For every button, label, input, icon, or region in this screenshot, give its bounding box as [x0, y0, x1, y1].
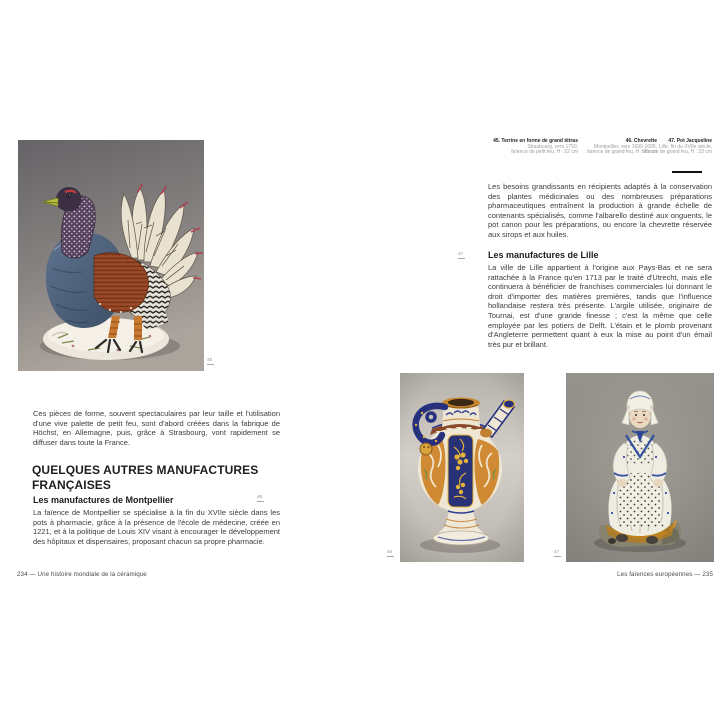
- caption-45-title: 45. Terrine en forme de grand tétras: [493, 138, 578, 144]
- chevrette-photo: [400, 373, 524, 562]
- right-page-footer: Les faïences européennes — 235: [617, 571, 713, 578]
- terrine-grand-tetras-photo: [18, 140, 204, 371]
- right-intro-paragraph: Les besoins grandissants en récipients adaptés à la conservation des plantes médicinales ou des nombreuses préparations pharmaceutiques entraînent la production à grande échelle de contenants spécialisés, comme l'albarello destiné aux onguents, le pot canon pour les préparations, ou encore la chevrette réservée aux sirops et aux huiles.: [488, 182, 712, 239]
- caption-divider-rule: [672, 171, 702, 173]
- pot-jacqueline-illustration: [566, 373, 714, 562]
- montpellier-paragraph: La faïence de Montpellier se spécialise à la fin du XVIIe siècle dans les pots à pharmacie, grâce à la présence de l'école de médecine, créée en 1221, et à la politique de Louis XIV visant à encourager le développement des hôpitaux et dispensaires, proposant chacun sa propre pharmacie.: [33, 508, 280, 546]
- lille-paragraph: La ville de Lille appartient à l'origine aux Pays-Bas et ne sera rattachée à la France qu'en 1713 par le traité d'Utrecht, mais elle continuera à bénéficier de franchises commerciales lui donnant le droit d'importer des matières premières, tandis que l'influence hollandaise restera très présente. L'argile utilisée, originaire de Tournai, est d'une grande finesse ; c'est la même que celle employée par les potiers de Delft. L'étain et le plomb provenant d'Angleterre permettent quant à eux la mise au point d'un émail très pur et brillant.: [488, 263, 712, 349]
- subsection-heading-montpellier: Les manufactures de Montpellier: [33, 495, 174, 505]
- figure-marker-47-number: 47: [554, 549, 560, 554]
- left-page-footer: 234 — Une histoire mondiale de la céramique: [17, 571, 147, 578]
- margin-marker-46-number: 46: [257, 494, 263, 499]
- terrine-grand-tetras-illustration: [18, 140, 204, 371]
- section-heading-autres-manufactures: QUELQUES AUTRES MANUFACTURES FRANÇAISES: [32, 463, 259, 492]
- figure-marker-rule: [207, 364, 214, 365]
- caption-47-line2: faïence de grand feu, H : 33 cm: [641, 149, 712, 156]
- pot-jacqueline-photo: [566, 373, 714, 562]
- caption-47-pot-jacqueline: [566, 139, 712, 156]
- figure-marker-rule: [257, 501, 264, 502]
- figure-marker-45-number: 45: [207, 357, 213, 362]
- chevrette-illustration: [400, 373, 524, 562]
- margin-marker-46: [257, 494, 264, 502]
- caption-45-line1: Strasbourg, vers 1750,: [527, 143, 578, 150]
- margin-marker-47-number: 47: [458, 251, 464, 256]
- margin-marker-47: [458, 251, 465, 259]
- figure-marker-45: [207, 357, 214, 365]
- caption-46-title: 46. Chevrette: [625, 138, 657, 144]
- caption-45-line2: faïence de petit feu, H : 52 cm: [511, 149, 578, 156]
- figure-marker-rule: [458, 258, 465, 259]
- caption-47-line1: Lille, fin du XVIIe siècle,: [658, 143, 712, 150]
- figure-marker-rule: [554, 556, 561, 557]
- page-right: [364, 0, 728, 728]
- caption-46-line1: Montpellier, vers 1690-1695,: [593, 143, 657, 150]
- figure-marker-46-number: 46: [387, 549, 393, 554]
- caption-47-title: 47. Pot Jacqueline: [668, 138, 712, 144]
- figure-marker-46: [387, 549, 394, 557]
- figure-marker-rule: [387, 556, 394, 557]
- figure-marker-47: [554, 549, 561, 557]
- subsection-heading-lille: Les manufactures de Lille: [488, 250, 599, 260]
- caption-46-line2: faïence de grand feu, H : 26 cm: [586, 149, 657, 156]
- left-intro-paragraph: Ces pièces de forme, souvent spectaculaires par leur taille et l'utilisation d'une vive palette de petit feu, sont d'abord créées dans la fabrique de Höchst, en Allemagne, puis, grâce à Strasbourg, vont rapidement se diffuser dans toute la France.: [33, 409, 280, 447]
